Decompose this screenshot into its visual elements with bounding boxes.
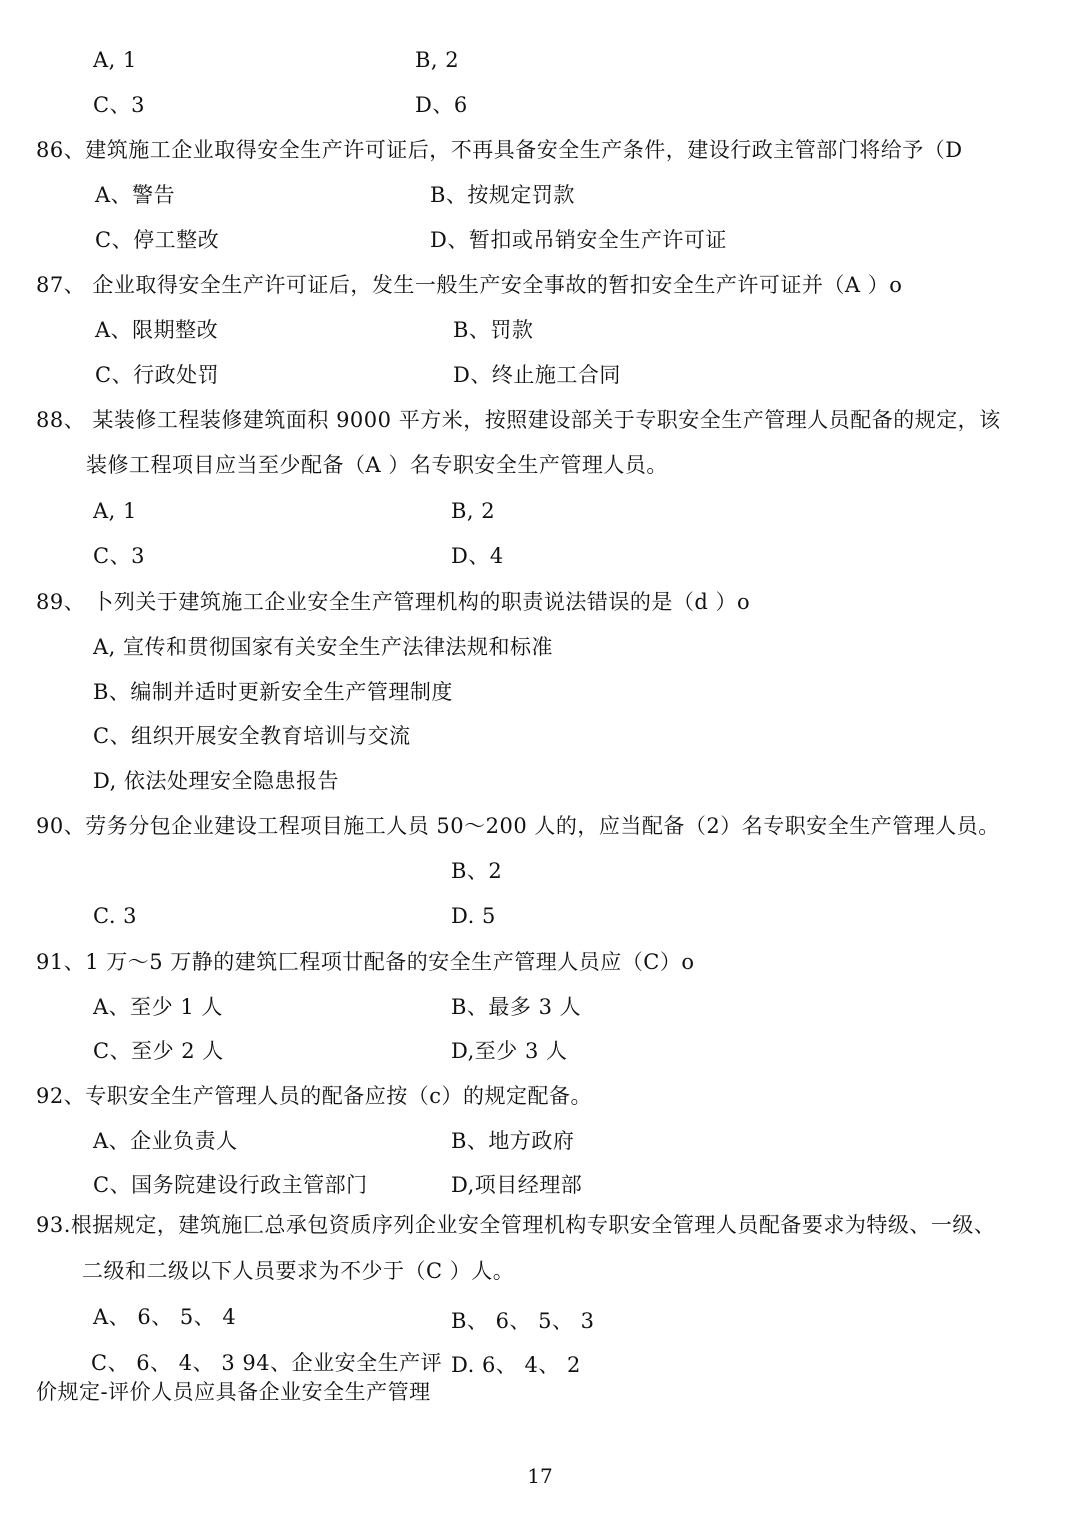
question-93-line-2: 二级和二级以下人员要求为不少于（C ）人。 (82, 1259, 515, 1283)
q93-option-b: B、 6、 5、 3 (451, 1309, 595, 1333)
question-89: 89、 卜列关于建筑施工企业安全生产管理机构的职责说法错误的是（d ）o (36, 590, 751, 614)
q86-option-d: D、暂扣或吊销安全生产许可证 (430, 228, 727, 252)
question-90: 90、劳务分包企业建设工程项目施工人员 50〜200 人的，应当配备（2）名专职安全生产管理人员。 (36, 814, 1000, 838)
q87-option-c: C、行政处罚 (95, 363, 220, 387)
question-88-line-2: 装修工程项目应当至少配备（A ）名专职安全生产管理人员。 (86, 453, 668, 477)
q89-option-c: C、组织开展安全教育培训与交流 (93, 724, 411, 748)
q89-option-d: D, 依法处理安全隐患报告 (93, 769, 339, 793)
prev-option-c: C、3 (93, 93, 145, 117)
q88-option-c: C、3 (93, 544, 145, 568)
q87-option-b: B、罚款 (453, 318, 534, 342)
q90-option-c: C. 3 (93, 904, 138, 928)
question-92: 92、专职安全生产管理人员的配备应按（c）的规定配备。 (36, 1084, 592, 1108)
q88-option-a: A, 1 (93, 499, 137, 523)
q88-option-b: B, 2 (451, 499, 496, 523)
q86-option-b: B、按规定罚款 (430, 183, 575, 207)
question-87: 87、 企业取得安全生产许可证后，发生一般生产安全事故的暂扣安全生产许可证并（A ）o (36, 273, 903, 297)
prev-option-a: A, 1 (93, 48, 137, 72)
q86-option-a: A、警告 (95, 183, 176, 207)
q91-option-a: A、至少 1 人 (93, 995, 223, 1019)
q89-option-a: A, 宣传和贯彻国家有关安全生产法律法规和标准 (93, 635, 554, 659)
q92-option-b: B、地方政府 (451, 1129, 575, 1153)
page-number: 17 (527, 1464, 553, 1488)
prev-option-b: B, 2 (415, 48, 460, 72)
q91-option-c: C、至少 2 人 (93, 1039, 224, 1063)
q90-option-b: B、2 (451, 859, 503, 883)
q92-option-c: C、国务院建设行政主管部门 (93, 1173, 368, 1197)
q93-option-a: A、 6、 5、 4 (93, 1305, 237, 1329)
q92-option-d: D,项目经理部 (451, 1173, 583, 1197)
q92-option-a: A、企业负责人 (93, 1129, 238, 1153)
q87-option-d: D、终止施工合同 (453, 363, 621, 387)
question-88-line-1: 88、 某装修工程装修建筑面积 9000 平方米，按照建设部关于专职安全生产管理人员配备的规定，该 (36, 408, 1001, 432)
q87-option-a: A、限期整改 (95, 318, 219, 342)
q91-option-d: D,至少 3 人 (451, 1039, 568, 1063)
q93-option-c-and-question-94: C、 6、 4、 3 94、企业安全生产评价规定-评价人员应具备企业安全生产管理 (36, 1351, 443, 1404)
q89-option-b: B、编制并适时更新安全生产管理制度 (93, 680, 453, 704)
prev-option-d: D、6 (415, 93, 468, 117)
question-93-line-1: 93.根据规定，建筑施匚总承包资质序列企业安全管理机构专职安全管理人员配备要求为特级、一级、 (36, 1213, 996, 1237)
q86-option-c: C、停工整改 (95, 228, 220, 252)
q88-option-d: D、4 (451, 544, 504, 568)
question-91: 91、1 万〜5 万静的建筑匚程项廿配备的安全生产管理人员应（C）o (36, 950, 695, 974)
q91-option-b: B、最多 3 人 (451, 995, 582, 1019)
q93-option-d: D. 6、 4、 2 (451, 1353, 581, 1377)
question-86: 86、建筑施工企业取得安全生产许可证后，不再具备安全生产条件，建设行政主管部门将给予（D (36, 138, 963, 162)
q90-option-d: D. 5 (451, 904, 496, 928)
